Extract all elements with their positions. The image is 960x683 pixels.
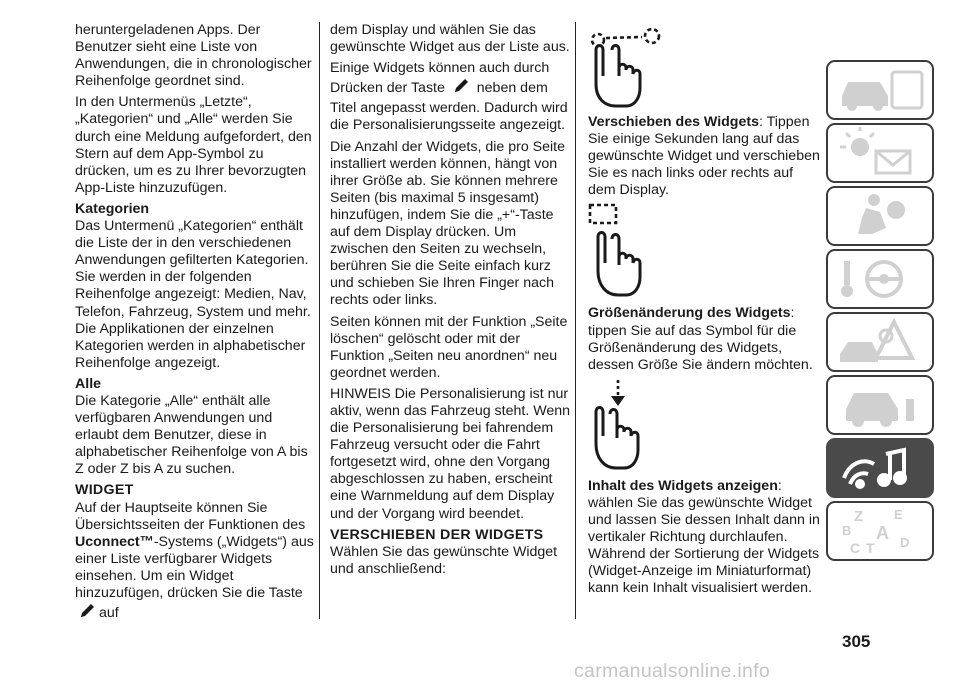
brand-name: Uconnect™ — [75, 533, 154, 550]
paragraph — [75, 500, 315, 626]
pencil-icon — [452, 77, 470, 100]
paragraph: Die Kategorie „Alle“ enthält alle verfügbaren Anwendungen und erlaubt dem Benutzer, diese in alphabetischer Reihenfolge von A bis Z oder Z bis A zu suchen. — [75, 392, 308, 478]
watermark: carmanualsonline.info — [574, 660, 770, 682]
warning-triangle-breakdown-icon — [828, 314, 932, 370]
resize-gesture-icon — [588, 203, 648, 301]
heading-widget: WIDGET — [75, 482, 134, 499]
index-letter: C — [850, 540, 861, 556]
paragraph — [330, 60, 570, 134]
column-middle — [330, 22, 570, 582]
text: : wählen Sie das gewünschte Widget und lassen Sie dessen Inhalt dann in vertikaler Richtung durchlaufen. Während der Sortierung der Widgets (Widget-Anzeige im Miniaturformat) kann kein Inhalt visualisiert werden. — [588, 477, 820, 597]
paragraph: dem Display und wählen Sie das gewünschte Widget aus der Liste aus. — [330, 22, 570, 56]
text: -Systems („Widgets“) aus einer Liste verfügbarer Widgets einsehen. Um ein Widget hinzuzufügen, drücken Sie die Taste — [75, 533, 314, 601]
heading-alle: Alle — [75, 375, 102, 392]
index-letter: Z — [854, 508, 864, 525]
index-letter: T — [866, 540, 875, 556]
text: : Tippen Sie einige Sekunden lang auf das gewünschte Widget und verschieben Sie es nach links oder rechts auf dem Display. — [588, 114, 820, 199]
paragraph: Seiten können mit der Funktion „Seite löschen“ gelöscht oder mit der Funktion „Seiten neu anordnen“ neu geordnet werden. — [330, 313, 568, 381]
paragraph: Das Untermenü „Kategorien“ enthält die Liste der in den verschiedenen Anwendungen gefilterten Kategorien. Sie werden in der folgenden Reihenfolge angezeigt: Medien, Nav, Telefon, Fahrzeug, System und mehr. Die Applikationen der einzelnen Kategorien werden in alphabetischer Reihenfolge angezeigt. — [75, 218, 311, 371]
paragraph: Wählen Sie das gewünschte Widget und anschließend: — [330, 543, 558, 577]
pencil-icon — [78, 602, 96, 625]
alphabetical-index-icon — [828, 503, 932, 559]
index-letter: D — [900, 535, 910, 550]
bullet-heading: Inhalt des Widgets anzeigen — [588, 477, 778, 494]
bullet-heading: Verschieben des Widgets — [588, 114, 759, 130]
tab-breakdown[interactable] — [826, 312, 934, 372]
tab-car-dashboard[interactable] — [826, 60, 934, 120]
text: Einige Widgets können auch durch Drücken der Taste — [330, 60, 550, 97]
car-dashboard-icon — [828, 62, 932, 118]
column-divider — [319, 22, 320, 619]
index-letter: B — [842, 523, 852, 538]
tab-maintenance[interactable] — [826, 375, 934, 435]
bullet-resize — [588, 305, 824, 373]
column-right — [588, 22, 824, 602]
paragraph: Die Anzahl der Widgets, die pro Seite installiert werden können, hängt von ihrer Größe ab. Sie können mehrere Seiten (bis maximal 5 insgesamt) hinzufügen, indem Sie die „+“-Taste auf dem Display drücken. Um zwischen den Seiten zu wechseln, berühren Sie die Seite einfach kurz und schieben Sie Ihren Finger nach rechts oder links. — [330, 138, 566, 309]
scroll-gesture-icon — [588, 378, 648, 474]
heading-verschieben: VERSCHIEBEN DER WIDGETS — [330, 526, 544, 543]
tab-key-steering[interactable] — [826, 249, 934, 309]
key-steering-wheel-icon — [828, 251, 932, 307]
paragraph: heruntergeladenen Apps. Der Benutzer sieht eine Liste von Anwendungen, die in chronologischer Reihenfolge geordnet sind. — [75, 22, 312, 90]
note-paragraph: HINWEIS Die Personalisierung ist nur aktiv, wenn das Fahrzeug steht. Wenn die Personalisierung bei fahrendem Fahrzeug versucht oder die Fahrt fortgesetzt wird, ohne den Vorgang abgeschlossen zu haben, erscheint eine Warnmeldung auf dem Display und der Vorgang wird beendet. — [330, 385, 571, 522]
paragraph: In den Untermenüs „Letzte“, „Kategorien“ und „Alle“ werden Sie durch eine Meldung aufgefordert, den Stern auf dem App-Symbol zu drücken, um es zu Ihrer bevorzugten App-Liste hinzuzufügen. — [75, 94, 312, 196]
page-number: 305 — [842, 632, 871, 651]
warning-lights-message-icon — [828, 125, 932, 181]
tab-index[interactable] — [826, 501, 934, 561]
text: auf — [99, 605, 119, 622]
drag-gesture-icon — [588, 24, 668, 110]
index-letter: A — [876, 523, 889, 543]
tab-airbag-seat[interactable] — [826, 186, 934, 246]
text: neben dem Titel angepasst werden. Dadurch wird die Personalisierungsseite angezeigt. — [330, 80, 568, 134]
bullet-move — [588, 114, 824, 199]
tab-multimedia[interactable] — [826, 438, 934, 498]
heading-kategorien: Kategorien — [75, 200, 150, 217]
multimedia-music-icon — [828, 440, 932, 496]
bullet-content — [588, 478, 824, 598]
tab-warning-lights[interactable] — [826, 123, 934, 183]
index-letter: E — [894, 507, 903, 522]
bullet-heading: Größenänderung des Widgets — [588, 305, 791, 322]
airbag-seat-icon — [828, 188, 932, 244]
text: Auf der Hauptseite können Sie Übersichtsseiten der Funktionen des — [75, 499, 306, 533]
column-divider — [575, 22, 576, 619]
column-left — [75, 22, 315, 629]
text: : tippen Sie auf das Symbol für die Größenänderung des Widgets, dessen Größe Sie ändern möchten. — [588, 305, 813, 373]
car-maintenance-icon — [828, 377, 932, 433]
